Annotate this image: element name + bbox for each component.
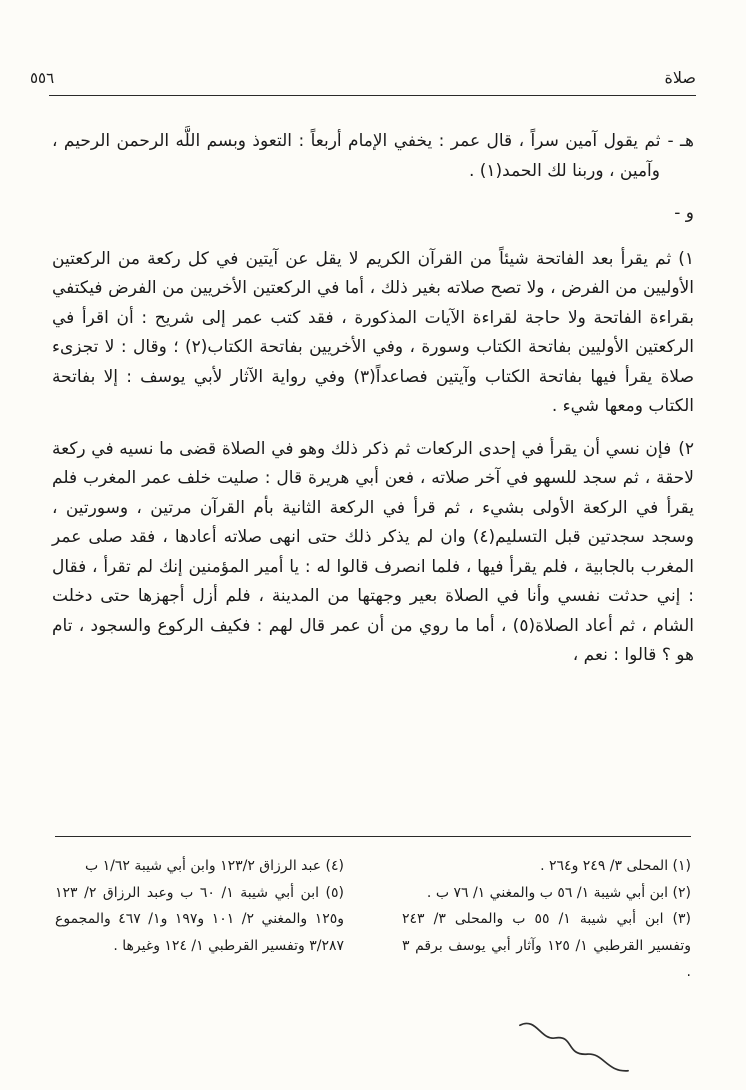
footnotes-left-column xyxy=(55,853,344,986)
item-marker-2: ٢) xyxy=(678,438,694,459)
footnotes-section xyxy=(55,836,691,986)
header-rule xyxy=(49,95,696,96)
paragraph-1 xyxy=(52,245,694,422)
footnote-5: (٥) ابن أبي شيبة ١/ ٦٠ ب وعبد الرزاق ٢/ ١٢٣ و١٢٥ والمغني ٢/ ١٠١ و١٩٧ و١/ ٤٦٧ والمجموع ٣/٢٨٧ وتفسير القرطبي ١/ ١٢٤ وغيرها . xyxy=(55,884,345,954)
item-marker-waw: و - xyxy=(674,203,694,223)
footnote-3: (٣) ابن أبي شيبة ١/ ٥٥ ب والمحلى ٣/ ٢٤٣ وتفسير القرطبي ١/ ١٢٥ وآثار أبي يوسف برقم ٣ . xyxy=(402,911,692,980)
page-number: ٥٥٦ xyxy=(30,69,55,87)
footnote-2: (٢) ابن أبي شيبة ١/ ٥٦ ب والمغني ١/ ٧٦ ب . xyxy=(426,884,691,901)
page-header xyxy=(30,68,696,87)
paragraph-ha xyxy=(52,127,694,186)
item-marker-ha: هـ - xyxy=(667,131,694,151)
item-marker-1: ١) xyxy=(678,248,694,269)
section-title: صلاة xyxy=(664,68,696,87)
handwritten-mark-icon xyxy=(509,1013,640,1084)
paragraph-1-text: ثم يقرأ بعد الفاتحة شيئاً من القرآن الكريم لا يقل عن آيتين في كل ركعة من الركعتين الأوليين من الفرض ، ولا تصح صلاته بغير ذلك ، أما في الركعتين الأخريين من الفرض فيكتفي بقراءة الفاتحة ولا حاجة لقراءة الآيات المذكورة ، فقد كتب عمر إلى شريح : أن اقرأ في الركعتين الأوليين بفاتحة الكتاب وسورة ، وفي الأخريين بفاتحة الكتاب(٢) ؛ وقال : لا تجزىء صلاة يقرأ فيها بفاتحة الكتاب وآيتين فصاعداً(٣) وفي رواية الآثار لأبي يوسف : إلا بفاتحة الكتاب ومعها شيء . xyxy=(52,248,694,416)
footnote-columns xyxy=(55,853,691,986)
paragraph-ha-text: ثم يقول آمين سراً ، قال عمر : يخفي الإمام أربعاً : التعوذ وبسم اللَّه الرحمن الرحيم ، وآمين ، وربنا لك الحمد(١) . xyxy=(52,131,661,181)
body-text xyxy=(52,127,694,684)
paragraph-2-text: فإن نسي أن يقرأ في إحدى الركعات ثم ذكر ذلك وهو في الصلاة قضى ما نسيه في ركعة لاحقة ، ثم سجد للسهو في آخر صلاته ، فعن أبي هريرة قال : صليت خلف عمر المغرب فلم يقرأ في الركعة الأولى بشيء ، ثم قرأ في الركعة الثانية بأم القرآن مرتين ، وسورتين ، وسجد سجدتين قبل التسليم(٤) وان لم يذكر ذلك حتى انهى صلاته أعادها ، فقد صلى عمر المغرب بالجابية ، فلم يقرأ فيها ، فلما انصرف قالوا له : يا أمير المؤمنين إنك لم تقرأ ، فقال : إني حدثت نفسي وأنا في الصلاة بعير وجهتها من المدينة ، فلم أزل أجهزها حتى دخلت الشام ، ثم أعاد الصلاة(٥) ، أما ما روي من أن عمر قال لهم : فكيف الركوع والسجود ، تام هو ؟ قالوا : نعم ، xyxy=(52,438,694,665)
footnote-4: (٤) عبد الرزاق ١٢٣/٢ وابن أبي شيبة ١/٦٢ ب xyxy=(84,858,344,874)
paragraph-2 xyxy=(52,435,694,671)
paragraph-waw xyxy=(52,199,694,229)
footnotes-right-column xyxy=(402,853,691,986)
footnote-rule xyxy=(55,836,691,837)
footnote-1: (١) المحلى ٣/ ٢٤٩ و٢٦٤ . xyxy=(540,858,691,874)
